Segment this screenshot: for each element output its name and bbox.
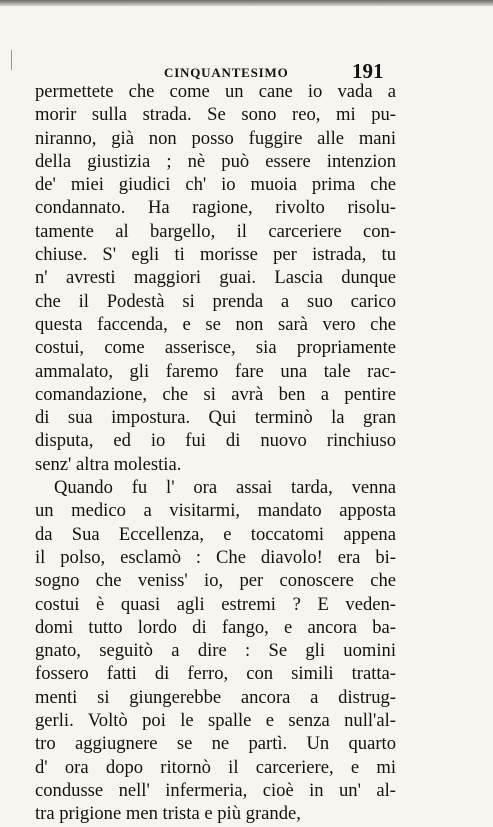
text-line: tra prigione men trista e più grande, — [35, 803, 301, 825]
text-line: domi tutto lordo di fango, e ancora ba- — [35, 616, 396, 638]
text-line: un medico a visitarmi, mandato apposta — [35, 500, 396, 522]
text-line: morir sulla strada. Se sono reo, mi pu- — [35, 104, 396, 126]
text-line: da Sua Eccellenza, e toccatomi appena — [35, 523, 396, 545]
page-top-edge — [0, 0, 493, 6]
text-line: di sua impostura. Qui terminò la gran — [35, 407, 396, 429]
text-line: de' miei giudici ch' io muoia prima che — [35, 174, 396, 196]
text-line: sogno che veniss' io, per conoscere che — [35, 570, 396, 592]
text-line: disputa, ed io fui di nuovo rinchiuso — [35, 430, 396, 452]
text-line: ammalato, gli faremo fare una tale rac- — [35, 360, 396, 382]
text-line: Quando fu l' ora assai tarda, venna — [54, 477, 396, 499]
text-line: condusse nell' infermeria, cioè in un' al- — [35, 779, 396, 801]
paragraph — [35, 476, 396, 825]
page-number: 191 — [352, 59, 384, 83]
text-line: d' ora dopo ritornò il carceriere, e mi — [35, 756, 396, 778]
text-line: condannato. Ha ragione, rivolto risolu- — [35, 197, 396, 219]
text-line: questa faccenda, e se non sarà vero che — [35, 313, 396, 335]
text-line: comandazione, che si avrà ben a pentire — [35, 383, 396, 405]
paragraph — [35, 80, 396, 476]
text-line: gnato, seguitò a dire : Se gli uomini — [35, 640, 396, 662]
text-line: della giustizia ; nè può essere intenzion — [35, 150, 396, 172]
text-line: chiuse. S' egli ti morisse per istrada, tu — [35, 244, 396, 266]
text-line: permettete che come un cane io vada a — [35, 81, 396, 102]
text-line: tamente al bargello, il carceriere con- — [35, 220, 396, 242]
text-line: costui, come asserisce, sia propriamente — [35, 337, 396, 359]
text-line: il polso, esclamò : Che diavolo! era bi- — [35, 546, 396, 568]
body-text — [35, 80, 396, 826]
text-line: gerli. Voltò poi le spalle e senza null'al- — [35, 710, 396, 732]
text-line: menti si giungerebbe ancora a distrug- — [35, 686, 396, 708]
text-line: n' avresti maggiori guai. Lascia dunque — [35, 267, 396, 289]
text-line: niranno, già non posso fuggire alle mani — [35, 127, 396, 149]
text-line: costui è quasi agli estremi ? E veden- — [35, 593, 396, 615]
text-line: tro aggiugnere se ne partì. Un quarto — [35, 733, 396, 755]
running-title: CINQUANTESIMO — [164, 65, 289, 80]
text-line: che il Podestà si prenda a suo carico — [35, 290, 396, 312]
text-line: senz' altra molestia. — [35, 453, 182, 475]
text-line: fossero fatti di ferro, con simili tratta- — [35, 663, 396, 685]
